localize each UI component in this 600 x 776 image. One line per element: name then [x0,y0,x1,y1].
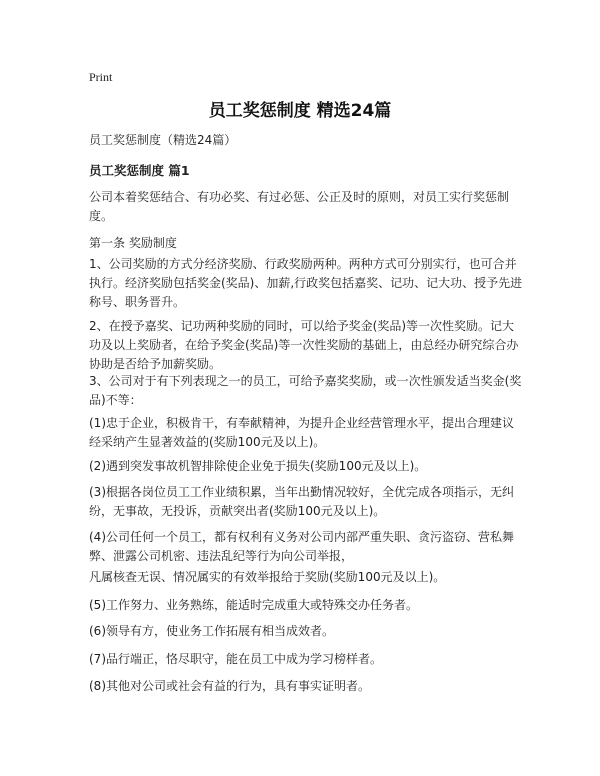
paragraph: 3、公司对于有下列表现之一的员工，可给予嘉奖奖励，或一次性颁发适当奖金(奖品)不等： [89,374,522,407]
print-link[interactable]: Print [89,70,113,84]
paragraph: 第一条 奖励制度 [89,236,177,250]
paragraph: 1、公司奖励的方式分经济奖励、行政奖励两种。两种方式可分别实行，也可合并执行。经济奖励包括奖金(奖品)、加薪,行政奖包括嘉奖、记功、记大功、授予先进称号、职务晋升。 [89,257,523,309]
paragraph: 公司本着奖惩结合、有功必奖、有过必惩、公正及时的原则，对员工实行奖惩制度。 [89,190,510,223]
document-title: 员工奖惩制度 精选24篇 [208,101,392,121]
paragraph: (3)根据各岗位员工工作业绩积累，当年出勤情况较好，全优完成各项指示，无纠纷，无事故，无投诉，贡献突出者(奖励100元及以上)。 [89,485,515,518]
paragraph: (6)领导有方，使业务工作拓展有相当成效者。 [89,624,334,638]
document-subtitle: 员工奖惩制度（精选24篇） [89,133,237,147]
paragraph: (7)品行端正，恪尽职守，能在员工中成为学习榜样者。 [89,652,383,666]
paragraph: 凡属核查无误、情况属实的有效举报给于奖励(奖励100元及以上)。 [89,570,446,584]
paragraph: (5)工作努力、业务熟练，能适时完成重大或特殊交办任务者。 [89,598,419,612]
section-title: 员工奖惩制度 篇1 [89,163,190,178]
paragraph: (2)遇到突发事故机智排除使企业免于损失(奖励100元及以上)。 [89,459,427,473]
paragraph: (8)其他对公司或社会有益的行为，具有事实证明者。 [89,679,371,693]
paragraph: (1)忠于企业，积极肯干，有奉献精神，为提升企业经营管理水平，提出合理建议经采纳产生显著效益的(奖励100元及以上)。 [89,416,515,449]
paragraph: (4)公司任何一个员工，都有权利有义务对公司内部严重失职、贪污盗窃、营私舞弊、泄露公司机密、违法乱纪等行为向公司举报， [89,530,515,563]
paragraph: 2、在授予嘉奖、记功两种奖励的同时，可以给予奖金(奖品)等一次性奖励。记大功及以上奖励者，在给予奖金(奖品)等一次性奖励的基础上，由总经办研究综合办协助是否给予加薪奖励。 [89,319,519,371]
